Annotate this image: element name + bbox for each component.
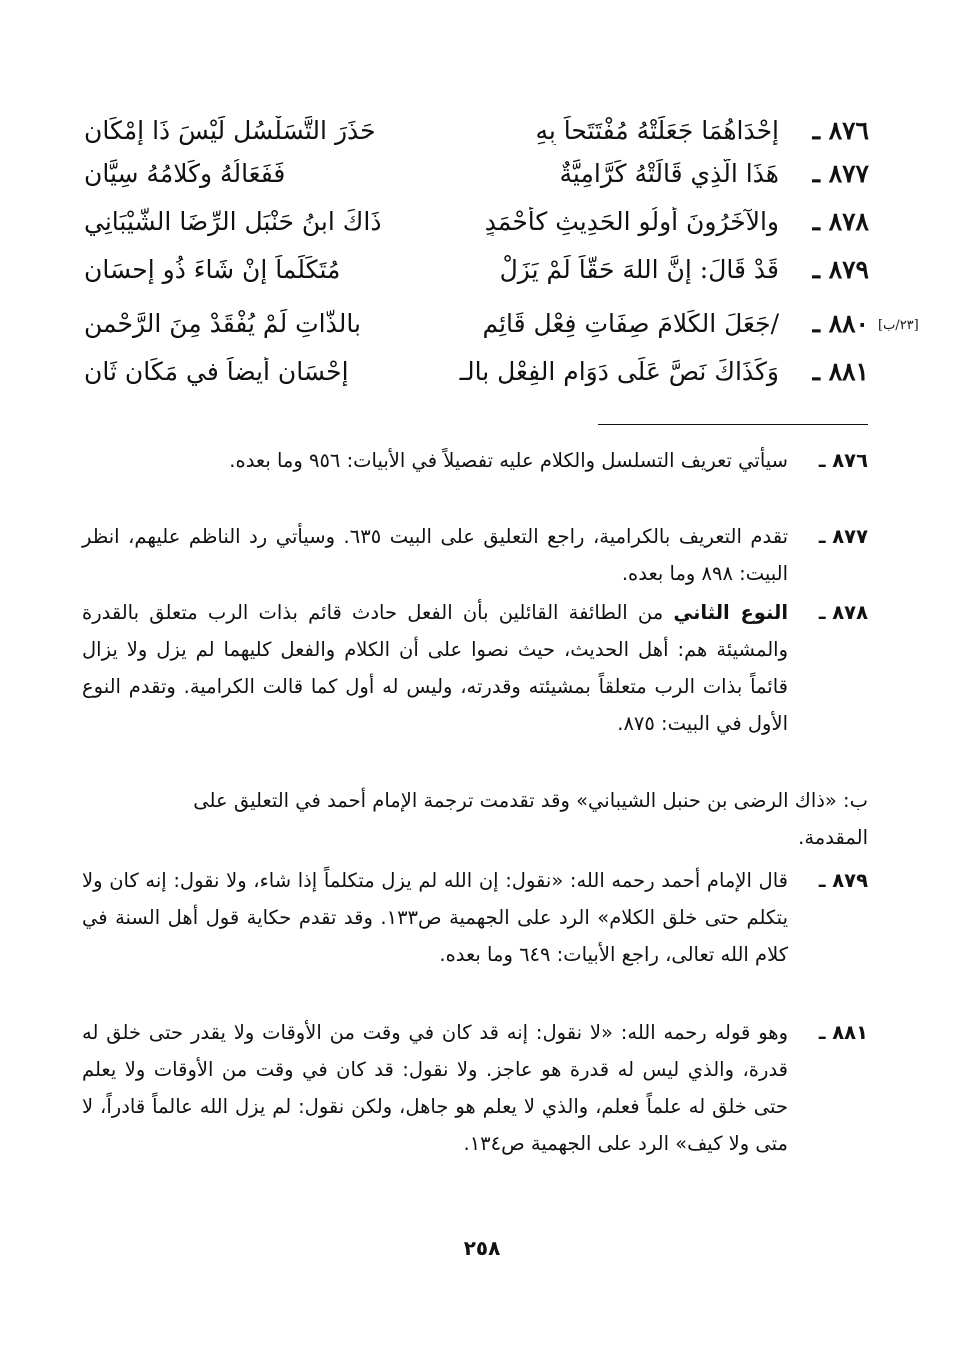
footnote-body: من الطائفة القائلين بأن الفعل حادث قائم بذات الرب متعلق بالقدرة والمشيئة هم: أهل الحديث، حيث نصوا على أن الكلام والفعل كليهما لم يزل ولا يزال قائماً بذات الرب متعلقاً بمشيئته وقدرته، وليس له أول كما قالت الكرامية. وتقدم النوع الأول في البيت: ٨٧٥. <box>82 601 788 735</box>
footnote-number: ٨٧٧ ـ <box>818 525 868 548</box>
footnote-number: ٨٧٦ ـ <box>818 449 868 472</box>
verse-second-hemistich: بالذَّاتِ لَمْ يُفْقَدْ مِنَ الرَّحْمنِ <box>84 308 361 338</box>
footnote-number: ٨٧٩ ـ <box>818 869 868 892</box>
footnote-877 <box>82 518 868 592</box>
footnote-text: سيأتي تعريف التسلسل والكلام عليه تفصيلاً في الأبيات: ٩٥٦ وما بعده. <box>229 449 788 472</box>
verse-second-hemistich: إحْسَانِ أيضاً في مَكَانٍ ثَانِ <box>84 356 349 386</box>
footnote-876 <box>82 442 868 479</box>
footnote-text: وهو قوله رحمه الله: «لا نقول: إنه قد كان في وقت من الأوقات ولا يقدر حتى خلق له قدرة، والذي ليس له قدرة هو عاجز. ولا نقول: قد كان في وقت من الأوقات ولا يعلم حتى خلق له علماً فعلم، والذي لا يعلم هو جاهل، ولكن نقول: لم يزل الله عالماً قادراً، لا متى ولا كيف» الرد على الجهمية ص١٣٤. <box>82 1021 788 1155</box>
page-number: ٢٥٨ <box>463 1236 501 1260</box>
footnote-879 <box>82 862 868 973</box>
verse-number: ٨٧٩ ـ <box>812 254 869 284</box>
verse-second-hemistich: حَذَرَ التَّسَلْسُلِ لَيْسَ ذَا إِمْكَانِ <box>84 115 376 145</box>
verse-first-hemistich: هَذَا الَّذِي قَالَتْهُ كَرَّامِيَّةٌ <box>559 158 779 188</box>
verse-first-hemistich: قَدْ قَالَ: إنَّ اللهَ حَقّاً لَمْ يَزَلْ <box>499 254 779 284</box>
footnote-text: تقدم التعريف بالكرامية، راجع التعليق على البيت ٦٣٥. وسيأتي رد الناظم عليهم، انظر البيت: ٨٩٨ وما بعده. <box>82 525 788 585</box>
footnote-number: ٨٨١ ـ <box>818 1021 868 1044</box>
verse-879 <box>84 244 869 294</box>
verse-second-hemistich: فَفَعَالُهُ وكَلامُهُ سِيَّانِ <box>84 158 286 188</box>
footnote-number: ٨٧٨ ـ <box>818 601 868 624</box>
verse-first-hemistich: والآخَرُونَ أُولُو الحَدِيثِ كأَحْمَدٍ <box>484 206 779 236</box>
footnote-bold-lead: النوع الثاني <box>673 601 789 624</box>
verse-878 <box>84 196 869 246</box>
verse-number: ٨٨٠ ـ <box>812 308 869 338</box>
footnote-separator <box>598 424 868 425</box>
verse-first-hemistich: /جَعَلَ الكَلامَ صِفَاتِ فِعْلٍ قَائِم <box>482 308 779 338</box>
footnote-878 <box>82 594 868 742</box>
verse-second-hemistich: ذَاكَ ابنُ حَنْبَلٍ الرِّضَا الشَّيْبَانِي <box>84 206 382 236</box>
footnote-881 <box>82 1014 868 1162</box>
verse-first-hemistich: وَكَذَاكَ نَصَّ عَلَى دَوَامِ الفِعْلِ بالـ <box>459 356 779 386</box>
verse-877 <box>84 148 869 198</box>
verse-880 <box>84 298 869 348</box>
verse-number: ٨٨١ ـ <box>812 356 869 386</box>
verse-second-hemistich: مُتَكَلِّماً إنْ شَاءَ ذُو إحسَانِ <box>84 254 341 284</box>
verse-number: ٨٧٦ ـ <box>812 115 869 145</box>
verse-number: ٨٧٨ ـ <box>812 206 869 236</box>
footnote-text: قال الإمام أحمد رحمه الله: «نقول: إن الله لم يزل متكلماً إذا شاء، ولا نقول: إنه كان ولا يتكلم حتى خلق الكلام» الرد على الجهمية ص١٣٣. وقد تقدم حكاية قول أهل السنة في كلام الله تعالى، راجع الأبيات: ٦٤٩ وما بعده. <box>82 869 788 966</box>
footnote-878-variant: ب: «ذاك الرضى بن حنبل الشيباني» وقد تقدمت ترجمة الإمام أحمد في التعليق على المقدمة. <box>193 789 868 849</box>
verse-number: ٨٧٧ ـ <box>812 158 869 188</box>
footnote-text <box>82 594 788 742</box>
manuscript-folio-marker: [٢٣/ب] <box>878 318 919 333</box>
verse-881 <box>84 346 869 396</box>
verse-first-hemistich: إِحْدَاهُمَا جَعَلَتْهُ مُفْتَتَحاً بِهِ <box>535 115 779 145</box>
